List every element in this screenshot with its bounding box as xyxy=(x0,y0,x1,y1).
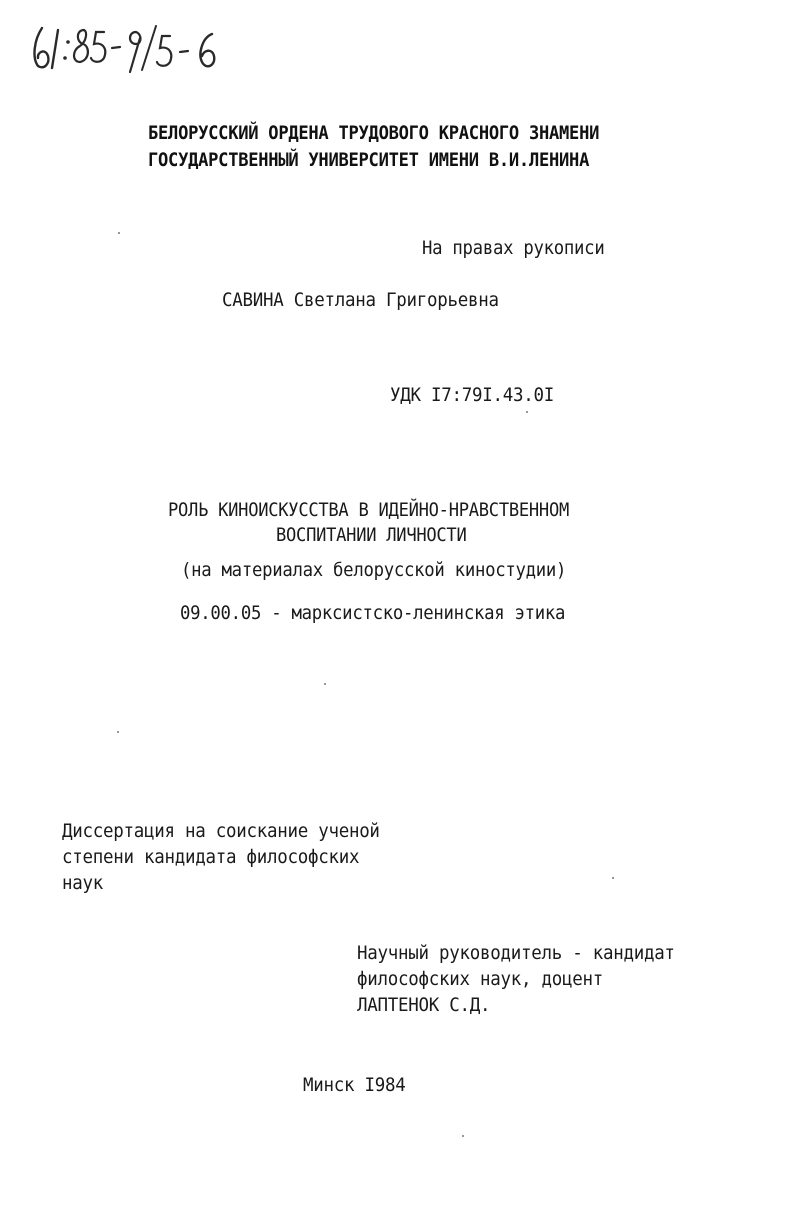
dissertation-line-3-text: наук xyxy=(62,872,103,894)
scan-speck xyxy=(462,1135,464,1137)
scan-speck xyxy=(612,877,614,879)
udk-code-text: УДК I7:79I.43.0I xyxy=(390,384,554,406)
udk-code xyxy=(390,383,568,407)
manuscript-note xyxy=(422,236,623,260)
supervisor-line-3 xyxy=(357,993,502,1017)
author-name xyxy=(222,288,523,312)
author-name-text: САВИНА Светлана Григорьевна xyxy=(222,289,499,311)
scan-speck xyxy=(118,232,120,234)
institution-line-1-text: БЕЛОРУССКИЙ ОРДЕНА ТРУДОВОГО КРАСНОГО ЗНАМЕНИ xyxy=(148,122,600,144)
title-subtitle-text: (на материалах белорусской киностудии) xyxy=(181,559,567,581)
city-year-text: Минск I984 xyxy=(303,1074,406,1096)
city-year xyxy=(303,1073,414,1097)
dissertation-line-1 xyxy=(62,819,407,843)
institution-line-1 xyxy=(148,121,649,145)
dissertation-line-1-text: Диссертация на соискание ученой xyxy=(62,820,380,842)
specialty-code xyxy=(180,601,603,625)
supervisor-line-2-text: философских наук, доцент xyxy=(357,968,603,990)
institution-line-2 xyxy=(148,148,638,172)
title-subtitle xyxy=(181,558,604,582)
title-line-2-text: ВОСПИТАНИИ ЛИЧНОСТИ xyxy=(276,524,467,546)
title-line-2 xyxy=(276,523,488,547)
manuscript-note-text: На правах рукописи xyxy=(422,237,605,259)
dissertation-line-2 xyxy=(62,845,385,869)
handwritten-archive-code xyxy=(28,20,228,80)
supervisor-line-2 xyxy=(357,967,624,991)
supervisor-line-1-text: Научный руководитель - кандидат xyxy=(357,942,675,964)
title-line-1-text: РОЛЬ КИНОИСКУССТВА В ИДЕЙНО-НРАВСТВЕННОМ xyxy=(168,499,570,521)
specialty-code-text: 09.00.05 - марксистско-ленинская этика xyxy=(180,602,566,624)
title-line-1 xyxy=(168,498,614,522)
dissertation-line-2-text: степени кандидата философских xyxy=(62,846,360,868)
scan-speck xyxy=(324,683,326,685)
scan-speck xyxy=(526,411,528,413)
supervisor-line-3-text: ЛАПТЕНОК С.Д. xyxy=(357,994,491,1016)
scan-speck xyxy=(117,731,119,733)
institution-line-2-text: ГОСУДАРСТВЕННЫЙ УНИВЕРСИТЕТ ИМЕНИ В.И.ЛЕНИНА xyxy=(148,149,590,171)
supervisor-line-1 xyxy=(357,941,702,965)
dissertation-line-3 xyxy=(62,871,107,895)
